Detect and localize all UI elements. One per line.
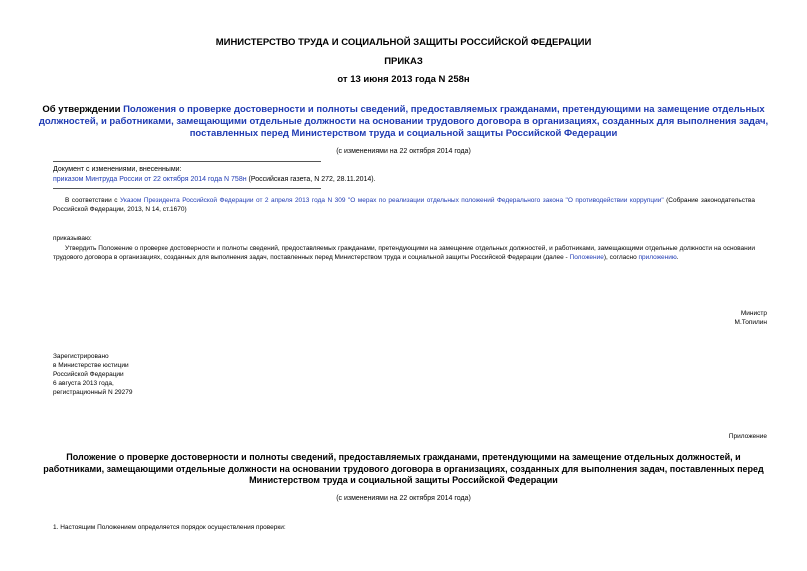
- amendment-note: (с изменениями на 22 октября 2014 года): [336, 148, 471, 155]
- order-text-middle: ), согласно: [603, 254, 639, 261]
- registration-line: Зарегистрировано: [53, 353, 109, 360]
- order-paragraph: [53, 244, 755, 262]
- preamble-prefix: В соответствии с: [65, 197, 121, 204]
- signature-name: М.Топилин: [734, 319, 767, 326]
- registration-line: 6 августа 2013 года,: [53, 380, 114, 387]
- document-type: ПРИКАЗ: [384, 56, 423, 67]
- title-link[interactable]: Положения о проверке достоверности и полноты сведений, предоставляемых гражданами, претендующими на замещение отдельных должностей, и работниками, замещающими отдельные должности на основании трудового договора в организациях, созданных для выполнения задач, поставленных перед Министерством труда и социальной защиты Российской Федерации: [38, 104, 769, 139]
- order-word: приказываю:: [53, 235, 92, 242]
- appendix-amendment-note: (с изменениями на 22 октября 2014 года): [336, 495, 471, 502]
- changes-intro: Документ с изменениями, внесенными:: [53, 166, 182, 173]
- document-title: [35, 104, 772, 140]
- order-link-appendix[interactable]: приложению: [638, 254, 677, 261]
- order-text-before: Утвердить Положение о проверке достоверности и полноты сведений, предоставляемых гражданами, претендующими на замещение отдельных должностей, и работниками, замещающими отдельные должности на основании трудового договора в организациях, созданных для выполнения задач, поставленных перед Министерством труда и социальной защиты Российской Федерации (далее -: [53, 245, 755, 261]
- divider-bottom: [53, 188, 321, 189]
- changes-line: [53, 175, 553, 185]
- changes-suffix: (Российская газета, N 272, 28.11.2014).: [246, 176, 376, 183]
- appendix-point-1: 1. Настоящим Положением определяется порядок осуществления проверки:: [53, 524, 286, 531]
- title-prefix: Об утверждении: [42, 104, 124, 115]
- document-date-number: от 13 июня 2013 года N 258н: [337, 74, 470, 85]
- registration-block: [53, 352, 253, 397]
- registration-line: регистрационный N 29279: [53, 389, 133, 396]
- changes-link[interactable]: приказом Минтруда России от 22 октября 2014 года N 758н: [53, 176, 247, 183]
- divider-top: [53, 161, 321, 162]
- preamble-paragraph: [53, 196, 755, 214]
- order-link-polozhenie[interactable]: Положение: [569, 254, 604, 261]
- registration-line: Российской Федерации: [53, 371, 124, 378]
- appendix-label: Приложение: [728, 433, 767, 440]
- preamble-suffix: (Собрание законодательства Российской Федерации, 2013, N 14, ст.1670): [53, 197, 755, 213]
- preamble-link[interactable]: Указом Президента Российской Федерации от 2 апреля 2013 года N 309 "О мерах по реализации отдельных положений Федерального закона "О противодействии коррупции": [120, 197, 664, 204]
- appendix-title: Положение о проверке достоверности и полноты сведений, предоставляемых гражданами, претендующими на замещение отдельных должностей, и работниками, замещающими отдельные должности на основании трудового договора в организациях, созданных для выполнения задач, поставленных перед Министерством труда и социальной защиты Российской Федерации: [43, 452, 764, 485]
- registration-line: в Министерстве юстиции: [53, 362, 129, 369]
- ministry-heading: МИНИСТЕРСТВО ТРУДА И СОЦИАЛЬНОЙ ЗАЩИТЫ РОССИЙСКОЙ ФЕДЕРАЦИИ: [215, 37, 592, 48]
- signature-position: Министр: [740, 310, 767, 317]
- order-text-after: .: [676, 254, 679, 261]
